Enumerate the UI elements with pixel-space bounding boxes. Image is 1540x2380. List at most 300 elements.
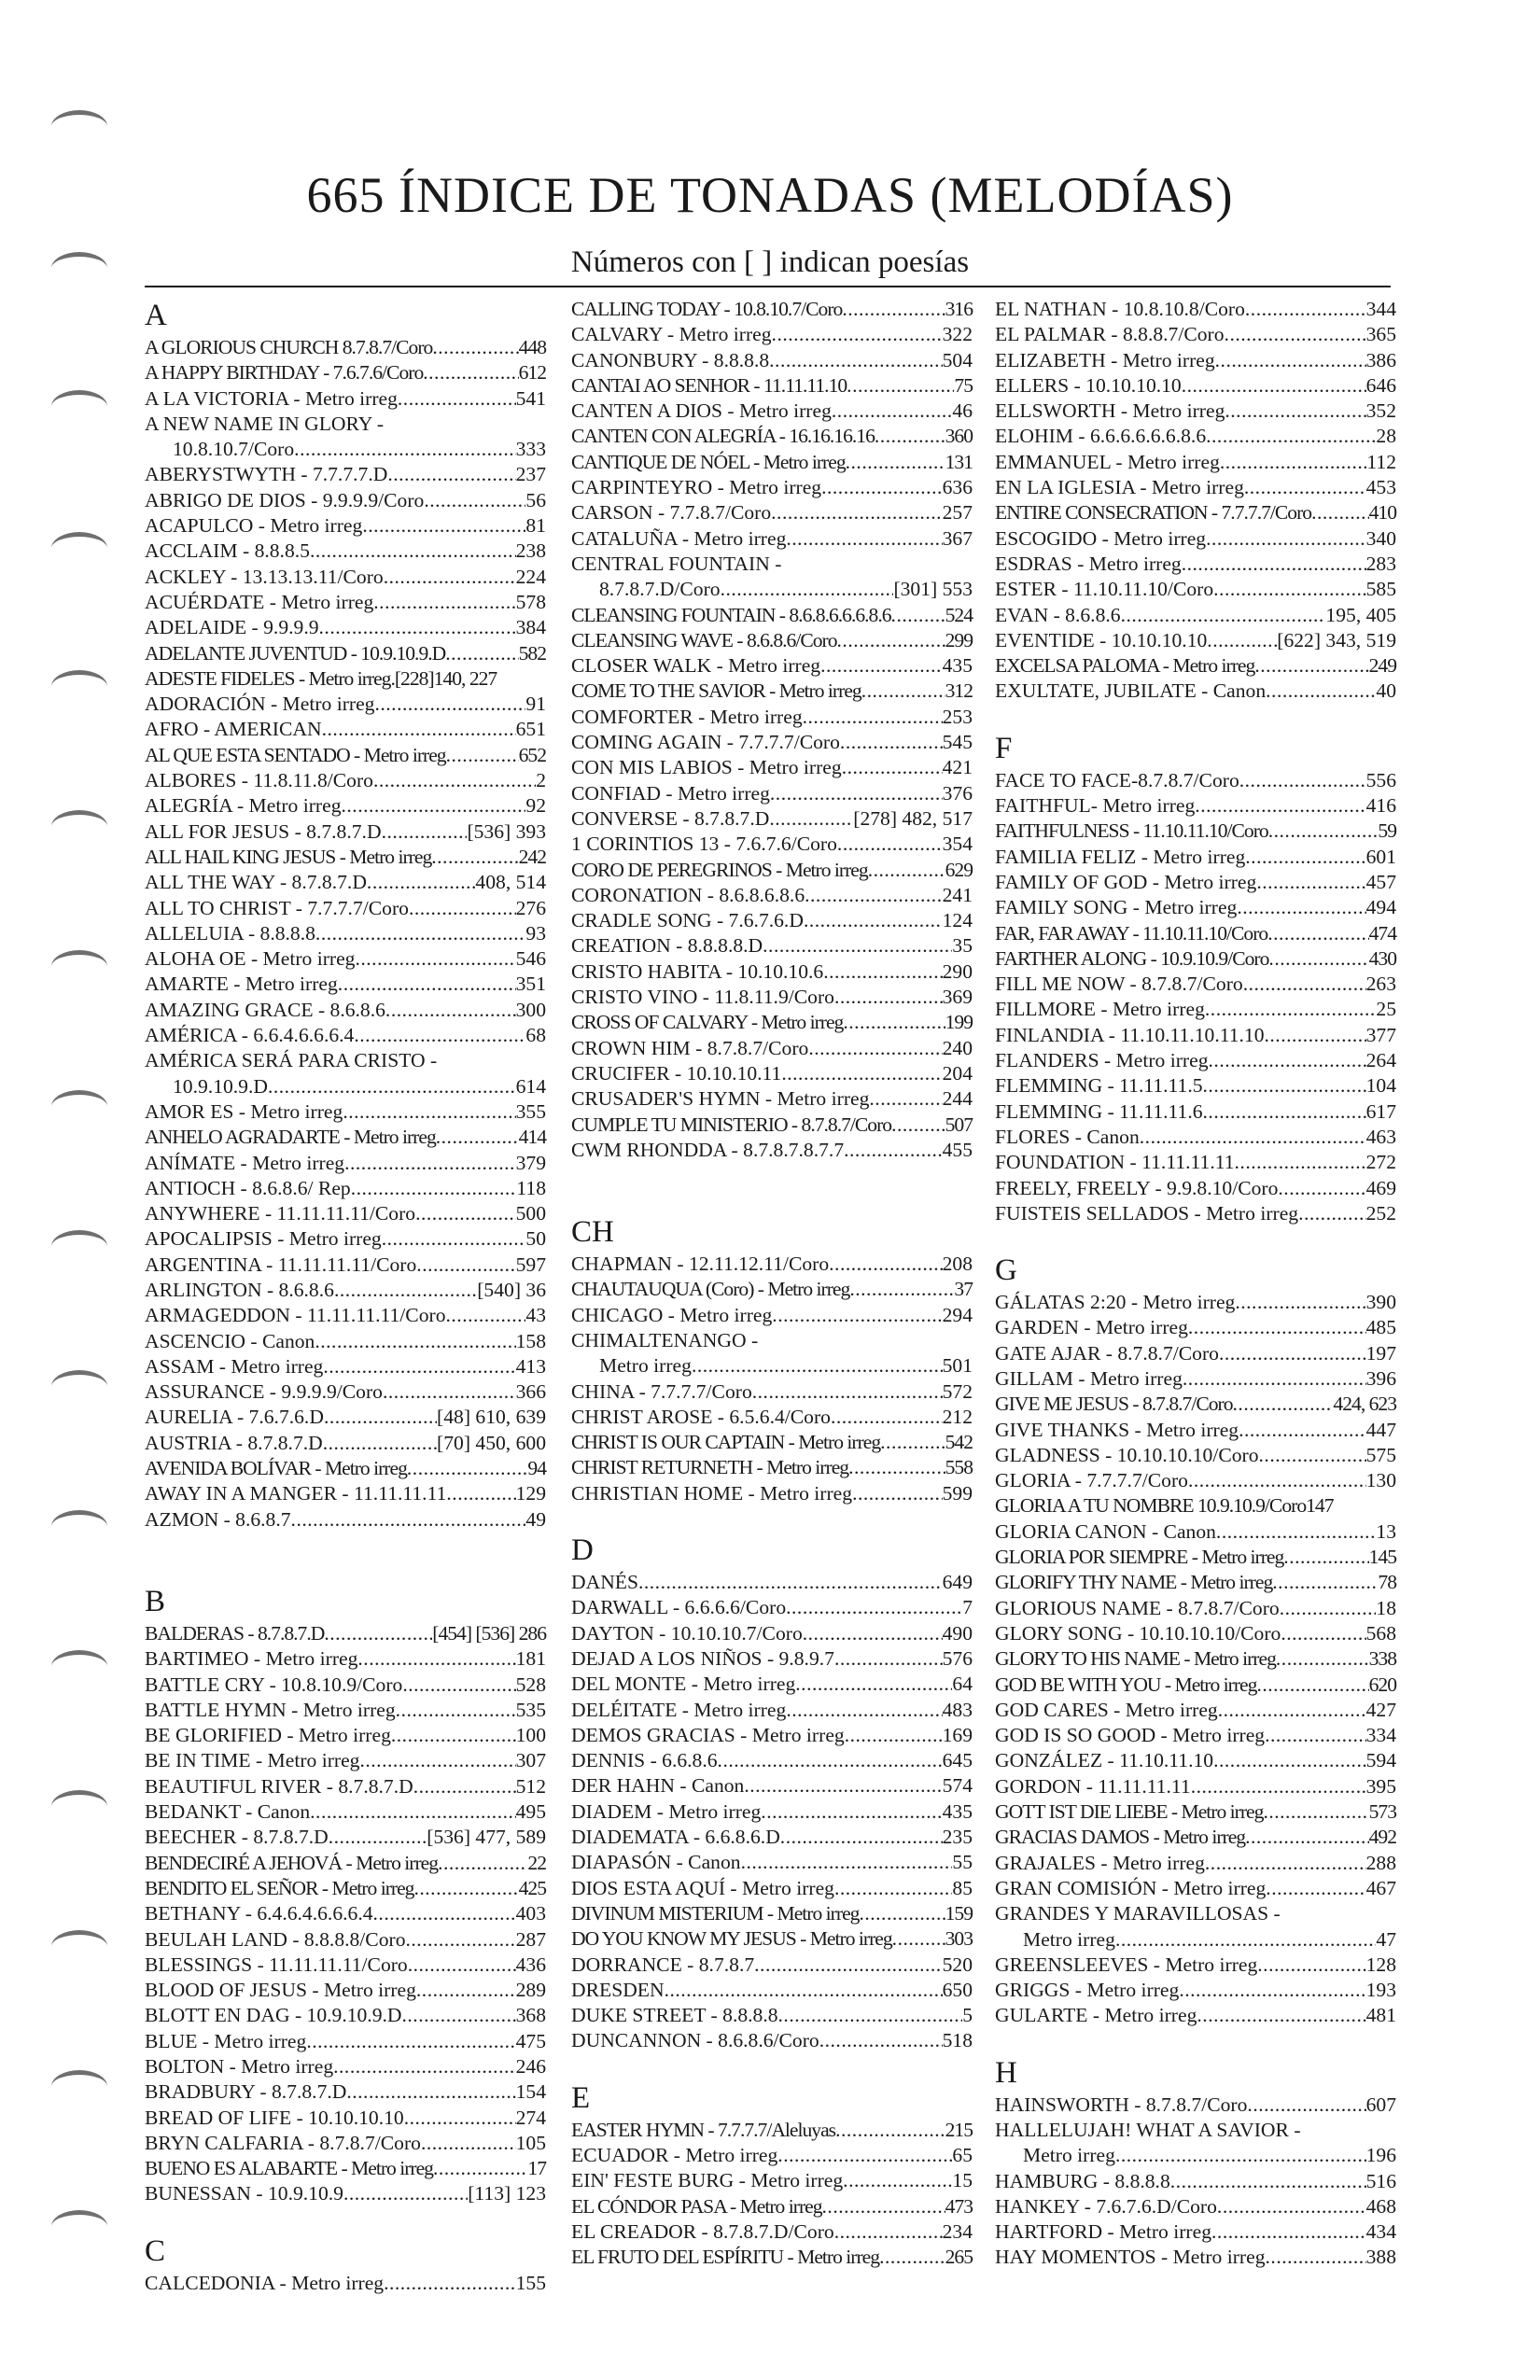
dot-leader (1237, 895, 1365, 920)
dot-leader (1239, 768, 1366, 793)
tune-name: CHAPMAN - 12.11.12.11/Coro (571, 1253, 830, 1276)
hymn-numbers: 238 (515, 539, 546, 563)
tune-name: ANYWHERE - 11.11.11.11/Coro (145, 1202, 416, 1225)
hymn-numbers: 578 (515, 590, 546, 613)
hymn-numbers: 617 (1365, 1099, 1396, 1123)
index-entry (571, 1926, 973, 1952)
dot-leader (721, 577, 894, 602)
dot-leader (1225, 399, 1365, 424)
hymn-numbers: 650 (942, 1978, 973, 2001)
dot-leader (415, 1201, 516, 1226)
hymn-numbers: 283 (1365, 552, 1396, 575)
index-entry (571, 1138, 973, 1163)
hymn-numbers: 430 (1368, 946, 1396, 970)
tune-name: GIVE THANKS - Metro irreg (995, 1418, 1239, 1441)
hymn-numbers: 264 (1365, 1049, 1396, 1072)
index-entry (145, 1074, 546, 1099)
tune-name: EXULTATE, JUBILATE - Canon (995, 679, 1267, 703)
tune-name: ACKLEY - 13.13.13.11/Coro (145, 565, 384, 588)
index-entry (571, 1748, 973, 1773)
dot-leader (741, 1850, 953, 1875)
tune-name: BEDANKT - Canon (145, 1800, 311, 1824)
binder-hole-mark (51, 1370, 107, 1403)
hymn-numbers: 582 (518, 641, 546, 665)
dot-leader (1268, 946, 1368, 972)
index-entry (571, 2168, 973, 2193)
hymn-numbers: 333 (515, 438, 546, 461)
section-letter: B (145, 1584, 166, 1618)
hymn-numbers: 388 (1365, 2246, 1396, 2269)
index-entry (145, 2079, 546, 2105)
hymn-numbers: 234 (942, 2219, 973, 2243)
tune-name: ALEGRÍA - Metro irreg (145, 794, 342, 818)
hymn-numbers: 421 (942, 756, 973, 779)
dot-leader (408, 1953, 516, 1978)
hymn-numbers: 56 (525, 488, 546, 511)
dot-leader (1254, 653, 1368, 679)
dot-leader (323, 1354, 515, 1379)
hymn-numbers: 50 (525, 1227, 546, 1251)
hymn-numbers: 208 (942, 1253, 973, 1276)
dot-leader (744, 1773, 942, 1799)
index-entry (145, 2054, 546, 2079)
index-entry (995, 373, 1396, 399)
index-entry (145, 972, 546, 997)
dot-leader (346, 2079, 515, 2105)
dot-leader (1182, 373, 1366, 399)
dot-leader (413, 1774, 516, 1799)
dot-leader (1266, 2245, 1366, 2270)
index-entry (995, 2003, 1396, 2028)
index-entry (145, 1953, 546, 1978)
hymn-numbers: 485 (1365, 1316, 1396, 1339)
index-entry (571, 2003, 973, 2028)
index-entry (995, 1673, 1396, 1698)
index-entry (995, 653, 1396, 679)
hymn-numbers: 322 (942, 323, 973, 346)
dot-leader (432, 335, 518, 360)
index-entry (145, 539, 546, 564)
hymn-numbers: 241 (942, 883, 973, 906)
hymn-numbers: 155 (515, 2271, 546, 2294)
tune-name: CHIMALTENANGO - (571, 1328, 759, 1351)
dot-leader (692, 1353, 943, 1379)
index-entry (145, 2131, 546, 2156)
index-entry (571, 424, 973, 449)
binder-hole-mark (51, 1650, 107, 1683)
index-entry (145, 743, 546, 768)
tune-name: CENTRAL FOUNTAIN - (571, 552, 782, 575)
hymn-numbers: 507 (945, 1113, 973, 1136)
tune-name: A NEW NAME IN GLORY - (145, 412, 385, 435)
binder-hole-mark (51, 1230, 107, 1263)
dot-leader (840, 730, 943, 755)
hymn-numbers: 413 (515, 1354, 546, 1378)
tune-name: A HAPPY BIRTHDAY - 7.6.7.6/Coro (145, 361, 424, 385)
hymn-numbers: 199 (945, 1011, 973, 1034)
page-subtitle: Números con [ ] indican poesías (570, 245, 970, 279)
index-entry (571, 679, 973, 704)
tune-name: 10.9.10.9.D (173, 1074, 268, 1098)
dot-leader (431, 845, 518, 870)
hymn-numbers: 159 (945, 1901, 973, 1925)
index-entry (995, 1978, 1396, 2003)
section-spacer (995, 705, 1396, 730)
dot-leader (842, 297, 945, 322)
index-entry (145, 1456, 546, 1481)
dot-leader (1233, 1392, 1334, 1417)
tune-name: A GLORIOUS CHURCH 8.7.8.7/Coro (145, 336, 433, 358)
dot-leader (868, 858, 945, 883)
dot-leader (786, 1595, 962, 1620)
hymn-numbers: 130 (1365, 1469, 1396, 1492)
hymn-numbers: 501 (942, 1354, 973, 1378)
index-entry (145, 1901, 546, 1926)
index-entry (995, 1290, 1396, 1315)
dot-leader (351, 1176, 517, 1201)
tune-name: ACAPULCO - Metro irreg (145, 514, 363, 538)
dot-leader (823, 959, 942, 985)
hymn-numbers: 289 (515, 1979, 546, 2002)
tune-name: AMOR ES - Metro irreg (145, 1099, 343, 1123)
index-entry (145, 488, 546, 513)
dot-leader (310, 1799, 515, 1825)
tune-name: GILLAM - Metro irreg (995, 1366, 1183, 1390)
hymn-numbers: 629 (945, 858, 973, 881)
index-entry (995, 1876, 1396, 1901)
tune-name: GLORIA A TU NOMBRE 10.9.10.9/Coro147 (995, 1494, 1334, 1518)
hymn-numbers: 528 (515, 1673, 546, 1696)
hymn-numbers: 193 (1365, 1979, 1396, 2002)
index-entry (571, 832, 973, 857)
dot-leader (1276, 1646, 1369, 1672)
tune-name: CWM RHONDDA - 8.7.8.7.8.7.7 (571, 1138, 845, 1161)
dot-leader (1188, 1468, 1366, 1493)
binder-hole-mark (51, 1090, 107, 1123)
dot-leader (777, 2143, 952, 2168)
dot-leader (1140, 1125, 1366, 1150)
hymn-numbers: 17 (527, 2157, 546, 2180)
tune-name: Metro irreg (599, 1354, 692, 1378)
index-entry (145, 1099, 546, 1125)
dot-leader (402, 1673, 515, 1698)
tune-name: 1 CORINTIOS 13 - 7.6.7.6/Coro (571, 833, 837, 856)
tune-name: BATTLE HYMN - Metro irreg (145, 1698, 396, 1721)
index-entry (571, 1570, 973, 1595)
hymn-numbers: [622] 343, 519 (1277, 628, 1396, 651)
tune-name: ALL HAIL KING JESUS - Metro irreg (145, 845, 432, 868)
tune-name: ADESTE FIDELES - Metro irreg.[228]140, 227 (145, 666, 497, 690)
index-entry (571, 1646, 973, 1672)
tune-name: COMING AGAIN - 7.7.7.7/Coro (571, 731, 840, 754)
index-entry-line (145, 666, 546, 692)
tune-name: EL CÓNDOR PASA - Metro irreg (571, 2194, 822, 2218)
tune-name: AMARTE - Metro irreg (145, 973, 338, 996)
index-entry (571, 806, 973, 832)
dot-leader (382, 819, 468, 845)
index-entry (995, 348, 1396, 373)
tune-name: GOD BE WITH YOU - Metro irreg (995, 1673, 1257, 1696)
dot-leader (362, 513, 525, 539)
index-entry (995, 997, 1396, 1022)
tune-name: BEULAH LAND - 8.8.8.8/Coro (145, 1927, 406, 1951)
dot-leader (891, 603, 945, 628)
tune-name: DAYTON - 10.10.10.7/Coro (571, 1621, 803, 1645)
tune-name: FAMILY SONG - Metro irreg (995, 896, 1238, 919)
hymn-numbers: 455 (942, 1138, 973, 1161)
tune-name: ECUADOR - Metro irreg (571, 2144, 778, 2166)
section-spacer (571, 2054, 973, 2079)
dot-leader (310, 539, 516, 564)
hymn-numbers: 78 (1378, 1571, 1396, 1594)
index-entry (145, 1927, 546, 1953)
tune-name: GRANDES Y MARAVILLOSAS - (995, 1902, 1281, 1925)
index-entry-line (995, 1493, 1396, 1519)
dot-leader (373, 768, 536, 793)
index-entry (995, 1621, 1396, 1646)
tune-name: EL FRUTO DEL ESPÍRITU - Metro irreg (571, 2246, 880, 2269)
hymn-numbers: [113] 123 (468, 2182, 546, 2205)
tune-name: BENDECIRÉ A JEHOVÁ - Metro irreg (145, 1851, 439, 1874)
index-entry (995, 1023, 1396, 1048)
hymn-numbers: 5 (962, 2004, 973, 2027)
tune-name: CALLING TODAY - 10.8.10.7/Coro (571, 298, 843, 320)
index-entry (145, 1621, 546, 1646)
index-entry (995, 2093, 1396, 2118)
dot-leader (1206, 424, 1376, 449)
hymn-numbers: 224 (515, 565, 546, 588)
tune-name: BRYN CALFARIA - 8.7.8.7/Coro (145, 2131, 421, 2154)
tune-name: GOD CARES - Metro irreg (995, 1698, 1218, 1721)
tune-name: GRACIAS DAMOS - Metro irreg (995, 1826, 1246, 1849)
hymn-numbers: 105 (515, 2131, 546, 2154)
hymn-numbers: 85 (952, 1876, 973, 1899)
hymn-numbers: 355 (515, 1099, 546, 1123)
index-entry (145, 1278, 546, 1303)
index-entry (145, 768, 546, 793)
hymn-numbers: 427 (1365, 1698, 1396, 1721)
hymn-numbers: 425 (518, 1876, 546, 1899)
hymn-numbers: 104 (1365, 1074, 1396, 1098)
tune-name: ANHELO AGRADARTE - Metro irreg (145, 1126, 436, 1149)
index-entry (145, 462, 546, 487)
tune-name: GLORIA CANON - Canon (995, 1519, 1216, 1543)
index-entry (145, 1329, 546, 1354)
index-entry (995, 2194, 1396, 2219)
hymn-numbers: 35 (952, 934, 973, 958)
index-entry-line (145, 1048, 546, 1073)
dot-leader (831, 1405, 943, 1430)
tune-name: ENTIRE CONSECRATION - 7.7.7.7/Coro (995, 501, 1312, 525)
tune-name: CANTAI AO SENHOR - 11.11.11.10 (571, 373, 847, 397)
tune-name: GULARTE - Metro irreg (995, 2004, 1197, 2027)
index-entry (145, 1354, 546, 1379)
dot-leader (421, 2131, 516, 2156)
dot-leader (638, 1570, 943, 1595)
index-entry (145, 335, 546, 360)
hymn-numbers: 367 (942, 526, 973, 550)
index-entry (571, 450, 973, 475)
tune-name: DARWALL - 6.6.6.6/Coro (571, 1596, 787, 1619)
tune-name: BETHANY - 6.4.6.4.6.6.6.4 (145, 1902, 373, 1925)
index-entry (995, 1468, 1396, 1493)
index-entry (995, 603, 1396, 628)
index-entry (571, 2219, 973, 2245)
section-spacer (571, 1163, 973, 1213)
hymn-numbers: 395 (1365, 1774, 1396, 1798)
dot-leader (1245, 845, 1365, 870)
hymn-numbers: 2 (536, 769, 546, 792)
dot-leader (433, 2156, 527, 2181)
tune-name: GLORIA POR SIEMPRE - Metro irreg (995, 1546, 1284, 1569)
tune-name: FINLANDIA - 11.10.11.10.11.10 (995, 1023, 1265, 1046)
index-entry (571, 1036, 973, 1061)
tune-name: HAMBURG - 8.8.8.8 (995, 2169, 1170, 2192)
hymn-numbers: 181 (515, 1647, 546, 1671)
hymn-numbers: 340 (1365, 526, 1396, 550)
index-entry (145, 1978, 546, 2003)
tune-name: DENNIS - 6.6.8.6 (571, 1749, 718, 1772)
index-entry (145, 565, 546, 590)
dot-leader (834, 985, 943, 1010)
tune-name: CHINA - 7.7.7.7/Coro (571, 1379, 752, 1403)
index-entry (995, 1748, 1396, 1773)
index-entry (571, 959, 973, 985)
index-entry (571, 1978, 973, 2003)
index-entry (571, 628, 973, 653)
index-entry (571, 2194, 973, 2219)
binder-hole-mark (51, 110, 107, 143)
tune-name: 8.7.8.7.D/Coro (599, 578, 721, 601)
index-entry (571, 1010, 973, 1035)
index-entry (995, 1799, 1396, 1825)
index-entry (145, 692, 546, 717)
hymn-numbers: [540] 36 (477, 1278, 546, 1301)
hymn-numbers: 81 (525, 514, 546, 538)
index-entry (995, 2169, 1396, 2194)
hymn-numbers: 403 (515, 1902, 546, 1925)
dot-leader (718, 1748, 943, 1773)
index-entry (995, 1519, 1396, 1545)
hymn-numbers: 416 (1365, 794, 1396, 818)
tune-name: ANTIOCH - 8.6.8.6/ Rep (145, 1176, 351, 1199)
hymn-numbers: 597 (515, 1253, 546, 1276)
dot-leader (861, 679, 945, 704)
index-entry (571, 1901, 973, 1926)
dot-leader (334, 1278, 477, 1303)
dot-leader (1239, 1418, 1366, 1443)
index-entry (145, 1876, 546, 1901)
dot-leader (844, 1138, 942, 1163)
tune-name: CLOSER WALK - Metro irreg (571, 654, 821, 678)
tune-name: ACCLAIM - 8.8.8.5 (145, 539, 310, 563)
dot-leader (1197, 2003, 1365, 2028)
index-entry (145, 2029, 546, 2054)
dot-leader (754, 1953, 942, 1978)
dot-leader (1207, 628, 1277, 653)
tune-name: CANONBURY - 8.8.8.8 (571, 348, 770, 371)
index-entry (145, 2106, 546, 2131)
dot-leader (382, 1226, 526, 1252)
index-entry (145, 2181, 546, 2206)
section-spacer (995, 2029, 1396, 2054)
hymn-numbers: 253 (942, 705, 973, 728)
index-entry (571, 1086, 973, 1112)
hymn-numbers: 424, 623 (1333, 1393, 1396, 1416)
tune-name: ADELANTE JUVENTUD - 10.9.10.9.D (145, 641, 446, 665)
dot-leader (852, 1481, 943, 1506)
index-entry (995, 577, 1396, 602)
hymn-numbers: 614 (515, 1074, 546, 1098)
tune-name: CHRIST RETURNETH - Metro irreg (571, 1456, 849, 1479)
index-column-3 (995, 297, 1396, 2271)
index-entry (995, 1366, 1396, 1392)
tune-name: AVENIDA BOLÍVAR - Metro irreg (145, 1457, 407, 1480)
hymn-numbers: 504 (942, 348, 973, 371)
hymn-numbers: 46 (952, 399, 973, 423)
hymn-numbers: 574 (942, 1774, 973, 1798)
index-entry (145, 641, 546, 666)
dot-leader (1216, 1519, 1376, 1545)
hymn-numbers: 463 (1365, 1125, 1396, 1148)
tune-name: GOTT IST DIE LIEBE - Metro irreg (995, 1800, 1264, 1824)
index-entry (995, 1851, 1396, 1876)
tune-name: FILL ME NOW - 8.7.8.7/Coro (995, 973, 1243, 996)
hymn-numbers: 516 (1365, 2169, 1396, 2192)
tune-name: CRUSADER'S HYMN - Metro irreg (571, 1087, 870, 1111)
tune-name: DER HAHN - Canon (571, 1774, 745, 1798)
hymn-numbers: 636 (942, 476, 973, 499)
dot-leader (1311, 500, 1369, 525)
index-entry (571, 1621, 973, 1646)
index-entry (145, 2271, 546, 2296)
index-entry (571, 399, 973, 424)
hymn-numbers: 204 (942, 1061, 973, 1085)
dot-leader (820, 653, 943, 679)
dot-leader (1213, 1748, 1366, 1773)
binder-hole-mark (51, 2070, 107, 2103)
index-entry (571, 653, 973, 679)
index-entry (571, 908, 973, 933)
dot-leader (843, 2168, 952, 2193)
dot-leader (406, 1927, 516, 1953)
dot-leader (413, 1876, 518, 1901)
dot-leader (842, 755, 943, 780)
hymn-numbers: [70] 450, 600 (437, 1431, 546, 1454)
hymn-numbers: 546 (515, 947, 546, 971)
hymn-numbers: 303 (945, 1927, 973, 1951)
tune-name: GATE AJAR - 8.7.8.7/Coro (995, 1341, 1219, 1365)
hymn-numbers: 396 (1365, 1366, 1396, 1390)
tune-name: AWAY IN A MANGER - 11.11.11.11 (145, 1482, 447, 1505)
tune-name: ABRIGO DE DIOS - 9.9.9.9/Coro (145, 488, 425, 511)
hymn-numbers: 492 (1368, 1826, 1396, 1849)
tune-name: COMFORTER - Metro irreg (571, 705, 803, 728)
index-entry (571, 1113, 973, 1138)
index-entry (995, 1125, 1396, 1150)
tune-name: CALVARY - Metro irreg (571, 323, 772, 346)
dot-leader (446, 1303, 526, 1328)
dot-leader (404, 2106, 516, 2131)
tune-name: FLANDERS - Metro irreg (995, 1049, 1209, 1072)
dot-leader (1256, 870, 1365, 895)
hymn-numbers: 252 (1365, 1201, 1396, 1225)
tune-name: CREATION - 8.8.8.8.D (571, 934, 763, 958)
hymn-numbers: 15 (952, 2169, 973, 2192)
dot-leader (1265, 1723, 1366, 1748)
hymn-numbers: 91 (525, 693, 546, 716)
index-entry (571, 1455, 973, 1480)
